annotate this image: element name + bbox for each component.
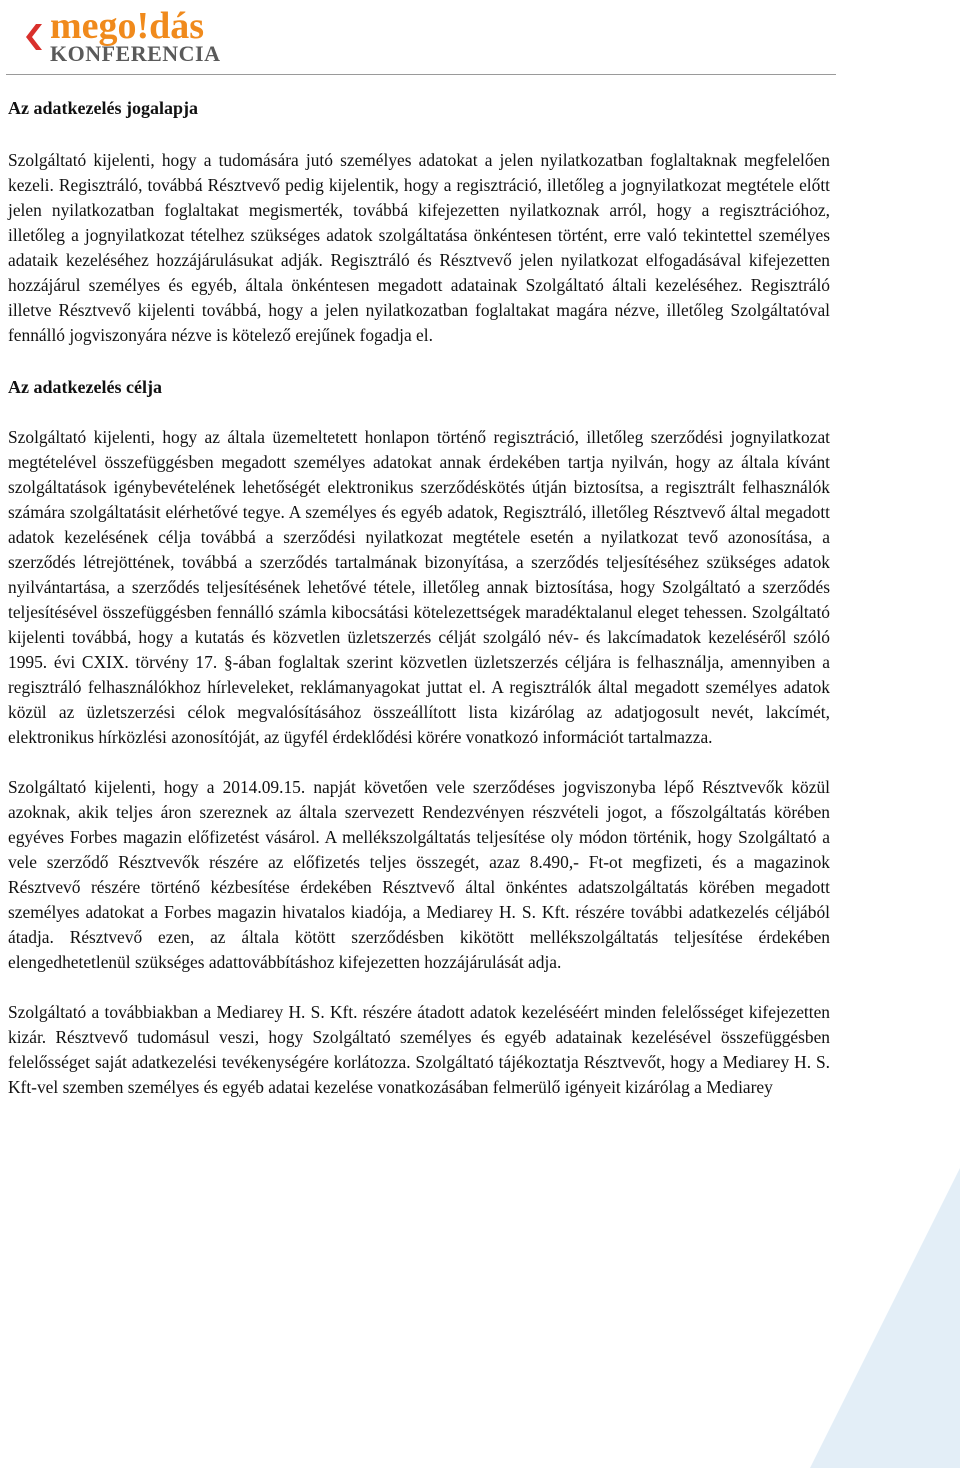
heading-purpose: Az adatkezelés célja [8, 377, 162, 397]
megoldas-konferencia-logo [22, 4, 254, 68]
logo-arrow-icon [26, 24, 42, 50]
logo-wordmark: mego!dás [50, 5, 205, 47]
document-body [8, 96, 830, 1100]
corner-decoration [810, 1168, 960, 1468]
paragraph-legal-basis: Szolgáltató kijelenti, hogy a tudomására jutó személyes adatokat a jelen nyilatkozatban foglaltaknak megfelelően kezeli. Regisztráló, továbbá Résztvevő pedig kijelentik, hogy a regisztráció, illetőleg a jognyilatkozat megtétele előtt jelen nyilatkozatban foglaltakat megismerték, továbbá kifejezetten nyilatkoznak arról, hogy a regisztrációhoz, illetőleg a jognyilatkozat tételhez szükséges adatok szolgáltatása önkéntesen történt, erre való tekintettel személyes adataik kezeléséhez hozzájárulásukat adják. Regisztráló és Résztvevő jelen nyilatkozat elfogadásával kifejezetten hozzájárul személyes és egyéb, általa önkéntesen megadott adatainak Szolgáltató általi kezeléséhez. Regisztráló illetve Résztvevő kijelenti továbbá, hogy a jelen nyilatkozatban foglaltakat magára nézve, illetőleg Szolgáltatóval fennálló jogviszonyára nézve is kötelező erejűnek fogadja el. [8, 150, 830, 345]
header-divider [6, 74, 836, 75]
heading-legal-basis: Az adatkezelés jogalapja [8, 98, 198, 118]
paragraph-purpose-2: Szolgáltató kijelenti, hogy a 2014.09.15. napját követően vele szerződéses jogviszonyba lépő Résztvevők közül azoknak, akik teljes áron szereznek az általa szervezett Rendezvényen részvételi jogot, a főszolgáltatás körében egyéves Forbes magazin előfizetést vásárol. A mellékszolgáltatás teljesítése oly módon történik, hogy Szolgáltató a vele szerződő Résztvevők részére az előfizetés teljes összegét, azaz 8.490,- Ft-ot megfizeti, és a magazinok Résztvevő részére történő kézbesítése érdekében Résztvevő által önkéntes adatszolgáltatás körében megadott személyes adatokat a Forbes magazin hivatalos kiadója, a Mediarey H. S. Kft. részére további adatkezelés céljából átadja. Résztvevő ezen, az általa kötött szerződésben kikötött mellékszolgáltatás teljesítése érdekében elengedhetetlenül szükséges adattovábbításhoz kifejezetten hozzájárulását adja. [8, 777, 830, 972]
paragraph-purpose-1: Szolgáltató kijelenti, hogy az általa üzemeltetett honlapon történő regisztráció, illetőleg szerződési jognyilatkozat megtételével összefüggésben megadott személyes adatokat annak érdekében tartja nyilván, hogy az általa kívánt szolgáltatások igénybevételének lehetőségét elektronikus szerződéskötés útján biztosítsa, a regisztrált felhasználók számára szolgáltatásit elérhetővé tegye. A személyes és egyéb adatok, Regisztráló, illetőleg Résztvevő által megadott adatok kezelésének célja továbbá a szerződési nyilatkozat megtétele esetén a nyilatkozat tevő azonosítása, a szerződés létrejöttének, továbbá a szerződés tartalmának bizonyítása, a szerződés teljesítéséhez szükséges adatok nyilvántartása, a szerződés teljesítésének lehetővé tétele, illetőleg annak biztosítása, hogy Szolgáltató a szerződés teljesítésével összefüggésben fennálló számla kibocsátási kötelezettségek maradéktalanul eleget tehessen. Szolgáltató kijelenti továbbá, hogy a kutatás és közvetlen üzletszerzés célját szolgáló név- és lakcímadatok kezeléséről szóló 1995. évi CXIX. törvény 17. §-ában foglaltak szerint közvetlen üzletszerzés céljára is felhasználja, amennyiben a regisztráló felhasználókhoz hírleveleket, reklámanyagokat juttat el. A regisztrálók által megadott személyes adatok közül az üzletszerzési célok megvalósításához összeállított lista kizárólag az adatjogosult nevét, lakcímét, elektronikus hírközlési azonosítóját, az ügyfél érdeklődési körére vonatkozó információt tartalmazza. [8, 427, 830, 747]
paragraph-purpose-3: Szolgáltató a továbbiakban a Mediarey H. S. Kft. részére átadott adatok kezeléséért minden felelősséget kifejezetten kizár. Résztvevő tudomásul veszi, hogy Szolgáltató személyes és egyéb adatainak kezelésével összefüggésben felelősséget saját adatkezelési tevékenységére korlátozza. Szolgáltató tájékoztatja Résztvevőt, hogy a Mediarey H. S. Kft-vel szemben személyes és egyéb adatai kezelése vonatkozásában felmerülő igényeit kizárólag a Mediarey [8, 1002, 830, 1097]
logo-subtitle: KONFERENCIA [50, 41, 221, 66]
